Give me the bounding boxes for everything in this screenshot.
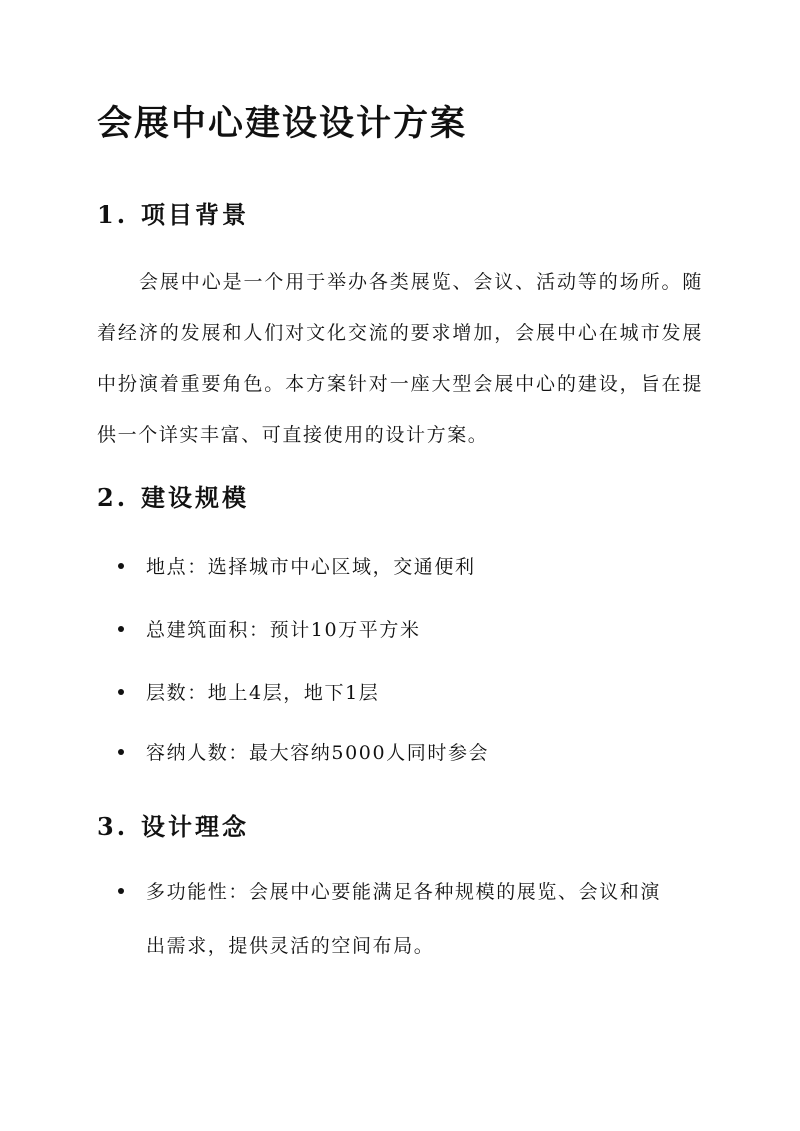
list-item	[118, 865, 680, 973]
list-item-text: 地点：选择城市中心区域，交通便利	[146, 556, 476, 578]
bullet-icon	[118, 626, 124, 632]
list-item	[118, 540, 698, 594]
bullet-icon	[118, 689, 124, 695]
bullet-icon	[118, 888, 124, 894]
section-paragraph-project-background: 会展中心是一个用于举办各类展览、会议、活动等的场所。随着经济的发展和人们对文化交流的要求增加，会展中心在城市发展中扮演着重要角色。本方案针对一座大型会展中心的建设，旨在提供一个详实丰富、可直接使用的设计方案。	[97, 271, 703, 446]
section-heading-project-background	[97, 195, 249, 230]
document-title: 会展中心建设设计方案	[97, 103, 468, 144]
section-number: 1.	[97, 200, 129, 229]
section-title: 项目背景	[141, 200, 249, 229]
list-item-text: 总建筑面积：预计10万平方米	[146, 619, 421, 641]
bullet-icon	[118, 749, 124, 755]
bullet-icon	[118, 563, 124, 569]
list-item-text: 多功能性：会展中心要能满足各种规模的展览、会议和演出需求，提供灵活的空间布局。	[146, 881, 662, 957]
section-title: 建设规模	[141, 483, 249, 512]
list-item	[118, 726, 698, 780]
list-item-text: 容纳人数：最大容纳5000人同时参会	[146, 742, 490, 764]
section-number: 3.	[97, 812, 129, 841]
section-heading-design-concept	[97, 807, 249, 842]
section-number: 2.	[97, 483, 129, 512]
list-item-text: 层数：地上4层，地下1层	[146, 682, 380, 704]
section-heading-construction-scale	[97, 478, 249, 513]
section-title: 设计理念	[141, 812, 249, 841]
list-item	[118, 603, 698, 657]
list-item	[118, 666, 698, 720]
